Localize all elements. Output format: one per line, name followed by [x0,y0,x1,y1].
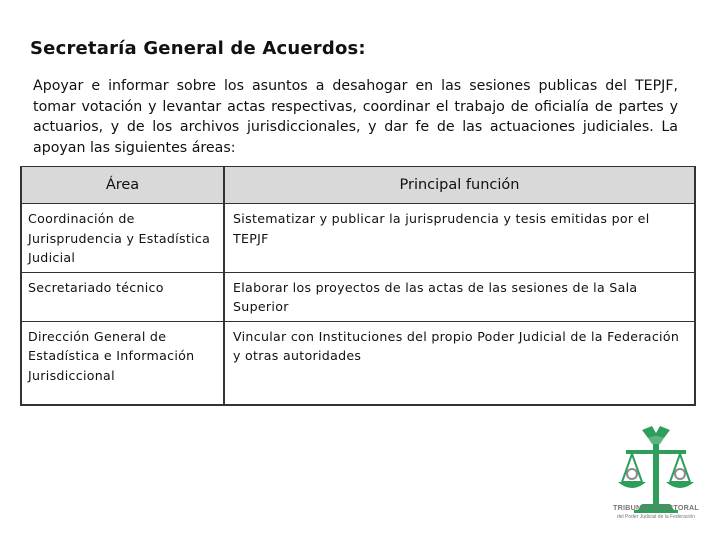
area-cell: Secretariado técnico [21,272,224,321]
area-cell: Dirección General de Estadística e Información Jurisdiccional [21,321,224,405]
page-title: Secretaría General de Acuerdos: [30,38,366,59]
table-row [21,272,695,321]
table-row [21,321,695,405]
header-function: Principal función [224,167,695,204]
areas-table [20,166,696,406]
header-area: Área [21,167,224,204]
table-row [21,204,695,273]
intro-paragraph: Apoyar e informar sobre los asuntos a desahogar en las sesiones publicas del TEPJF, tomar votación y levantar actas respectivas, coordinar el trabajo de oficialía de partes y actuarios, y de los archivos jurisdiccionales, y dar fe de las actuaciones judiciales. La apoyan las siguientes áreas: [33,78,678,156]
logo-subtitle: del Poder Judicial de la Federación [616,514,696,520]
table-header-row [21,167,695,204]
function-cell: Vincular con Instituciones del propio Poder Judicial de la Federación y otras autoridades [224,321,695,405]
function-cell: Elaborar los proyectos de las actas de las sesiones de la Sala Superior [224,272,695,321]
logo-name: TRIBUNAL ELECTORAL [613,503,699,512]
area-cell: Coordinación de Jurisprudencia y Estadística Judicial [21,204,224,273]
function-cell: Sistematizar y publicar la jurisprudencia y tesis emitidas por el TEPJF [224,204,695,273]
